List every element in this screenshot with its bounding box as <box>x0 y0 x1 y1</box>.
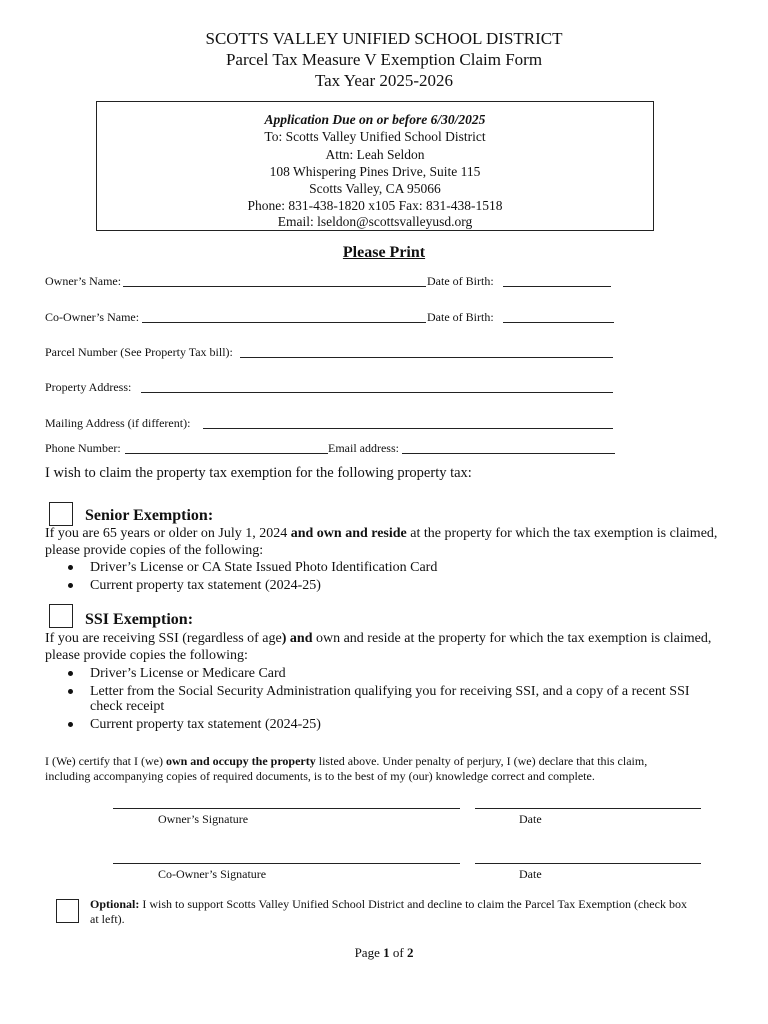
bullet-icon <box>68 583 73 588</box>
mailing-info-box <box>96 101 654 231</box>
email-address-label: Email address: <box>328 441 399 455</box>
attn-line: Attn: Leah Seldon <box>325 147 425 162</box>
bullet-icon <box>68 565 73 570</box>
ssi-exemption-text-line2: please provide copies the following: <box>45 648 248 663</box>
parcel-number-field[interactable] <box>240 357 613 358</box>
coowner-name-label: Co-Owner’s Name: <box>45 310 140 324</box>
owner-name-field[interactable] <box>123 286 426 287</box>
optional-decline-checkbox[interactable] <box>56 899 79 923</box>
coowner-signature-label: Co-Owner’s Signature <box>158 867 267 881</box>
senior-item-license: Driver’s License or CA State Issued Photo Identification Card <box>90 560 438 575</box>
certification-text: I (We) certify that I (we) own and occupy the property listed above. Under penalty of perjury, I (we) declare that this claim, <box>45 754 648 768</box>
coowner-date-line[interactable] <box>475 863 701 864</box>
phone-number-field[interactable] <box>125 453 328 454</box>
senior-exemption-text: If you are 65 years or older on July 1, 2024 and own and reside at the property for which the tax exemption is claimed, <box>45 526 718 541</box>
page-indicator: Page 1 of 2 <box>354 945 414 960</box>
senior-exemption-text-line2: please provide copies of the following: <box>45 543 264 558</box>
dob-field-owner[interactable] <box>503 286 611 287</box>
bullet-icon <box>68 722 73 727</box>
bullet-icon <box>68 671 73 676</box>
to-line: To: Scotts Valley Unified School District <box>264 129 486 144</box>
ssi-exemption-checkbox[interactable] <box>49 604 73 628</box>
senior-exemption-checkbox[interactable] <box>49 502 73 526</box>
dob-label-coowner: Date of Birth: <box>427 310 494 324</box>
owner-name-label: Owner’s Name: <box>45 274 122 288</box>
city-line: Scotts Valley, CA 95066 <box>309 181 441 196</box>
ssi-item-tax-statement: Current property tax statement (2024-25) <box>90 717 321 732</box>
tax-year: Tax Year 2025-2026 <box>314 71 454 90</box>
senior-exemption-heading: Senior Exemption: <box>85 507 214 524</box>
phone-fax-line: Phone: 831-438-1820 x105 Fax: 831-438-1518 <box>247 198 503 213</box>
bullet-icon <box>68 689 73 694</box>
coowner-name-field[interactable] <box>142 322 426 323</box>
certification-text-line2: including accompanying copies of required documents, is to the best of my (our) knowledge correct and complete. <box>45 769 595 783</box>
district-title: SCOTTS VALLEY UNIFIED SCHOOL DISTRICT <box>205 29 563 48</box>
property-address-label: Property Address: <box>45 380 132 394</box>
claim-intro: I wish to claim the property tax exemption for the following property tax: <box>45 465 472 481</box>
please-print-heading: Please Print <box>342 244 426 261</box>
ssi-item-license: Driver’s License or Medicare Card <box>90 666 286 681</box>
property-address-field[interactable] <box>141 392 613 393</box>
ssi-exemption-heading: SSI Exemption: <box>85 611 194 628</box>
owner-date-line[interactable] <box>475 808 701 809</box>
email-address-field[interactable] <box>402 453 615 454</box>
form-title: Parcel Tax Measure V Exemption Claim Form <box>225 50 543 69</box>
parcel-number-label: Parcel Number (See Property Tax bill): <box>45 345 233 359</box>
dob-field-coowner[interactable] <box>503 322 614 323</box>
ssi-exemption-text: If you are receiving SSI (regardless of age) and own and reside at the property for which the tax exemption is claimed, <box>45 631 712 646</box>
ssi-item-letter-cont: check receipt <box>90 699 165 714</box>
dob-label-owner: Date of Birth: <box>427 274 494 288</box>
senior-item-tax-statement: Current property tax statement (2024-25) <box>90 578 321 593</box>
owner-signature-line[interactable] <box>113 808 460 809</box>
owner-signature-label: Owner’s Signature <box>158 812 249 826</box>
coowner-signature-line[interactable] <box>113 863 460 864</box>
phone-number-label: Phone Number: <box>45 441 121 455</box>
optional-text: Optional: I wish to support Scotts Valley Unified School District and decline to claim the Parcel Tax Exemption (check box <box>90 897 687 911</box>
email-line: Email: lseldon@scottsvalleyusd.org <box>277 214 473 229</box>
optional-text-line2: at left). <box>90 912 125 926</box>
ssi-item-letter: Letter from the Social Security Administration qualifying you for receiving SSI, and a copy of a recent SSI <box>90 684 690 699</box>
coowner-date-label: Date <box>519 867 542 881</box>
mailing-address-field[interactable] <box>203 428 613 429</box>
mailing-address-label: Mailing Address (if different): <box>45 416 191 430</box>
owner-date-label: Date <box>519 812 542 826</box>
due-date-notice: Application Due on or before 6/30/2025 <box>264 112 486 127</box>
street-line: 108 Whispering Pines Drive, Suite 115 <box>269 164 481 179</box>
